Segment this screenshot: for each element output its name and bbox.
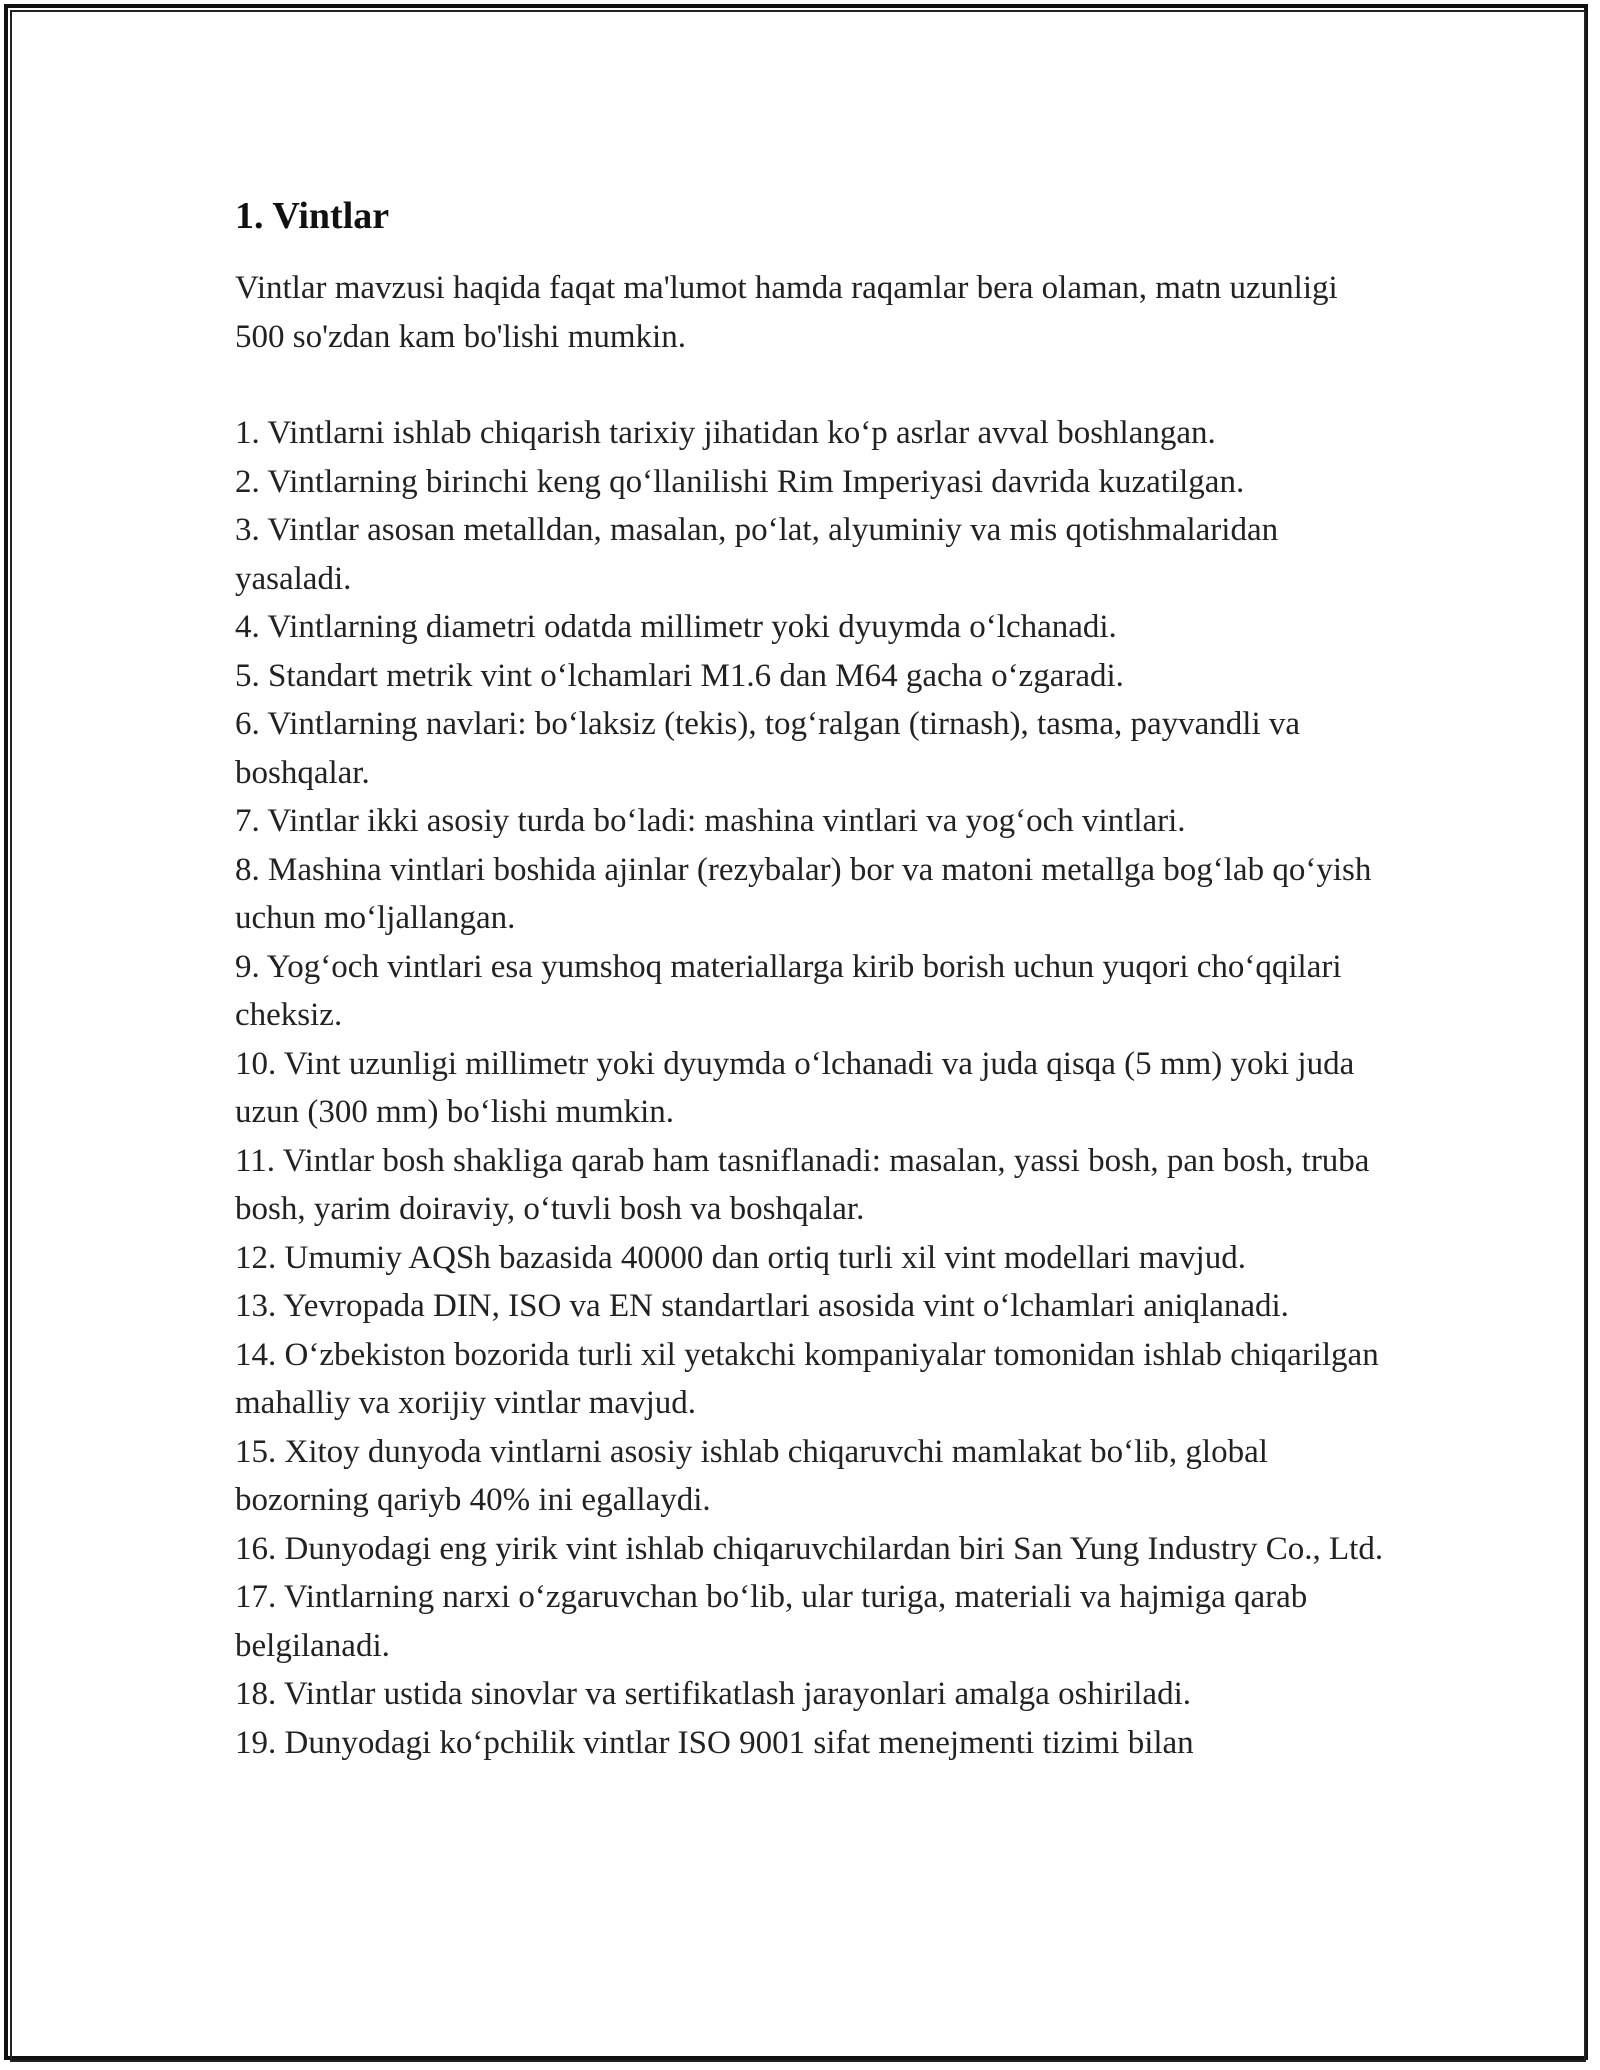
fact-item: 14. O‘zbekiston bozorida turli xil yetakchi kompaniyalar tomonidan ishlab chiqarilgan mahalliy va xorijiy vintlar mavjud.	[235, 1336, 1379, 1421]
fact-item: 17. Vintlarning narxi o‘zgaruvchan bo‘lib, ular turiga, materiali va hajmiga qarab belgilanadi.	[235, 1579, 1308, 1664]
fact-item: 5. Standart metrik vint o‘lchamlari M1.6 dan M64 gacha o‘zgaradi.	[235, 657, 1124, 694]
fact-item: 10. Vint uzunligi millimetr yoki dyuymda o‘lchanadi va juda qisqa (5 mm) yoki juda uzun (300 mm) bo‘lishi mumkin.	[235, 1045, 1355, 1130]
fact-item: 15. Xitoy dunyoda vintlarni asosiy ishlab chiqaruvchi mamlakat bo‘lib, global bozorning qariyb 40% ini egallaydi.	[235, 1433, 1268, 1518]
fact-item: 7. Vintlar ikki asosiy turda bo‘ladi: mashina vintlari va yog‘och vintlari.	[235, 803, 1186, 839]
document-heading: 1. Vintlar	[235, 195, 390, 237]
fact-item: 4. Vintlarning diametri odatda millimetr yoki dyuymda o‘lchanadi.	[235, 609, 1117, 645]
fact-item: 3. Vintlar asosan metalldan, masalan, po‘lat, alyuminiy va mis qotishmalaridan yasaladi.	[235, 512, 1279, 597]
fact-item: 18. Vintlar ustida sinovlar va sertifikatlash jarayonlari amalga oshiriladi.	[235, 1676, 1191, 1712]
document-page	[235, 182, 1385, 1767]
fact-item: 13. Yevropada DIN, ISO va EN standartlari asosida vint o‘lchamlari aniqlanadi.	[235, 1288, 1289, 1324]
fact-item: 12. Umumiy AQSh bazasida 40000 dan ortiq turli xil vint modellari mavjud.	[235, 1239, 1246, 1276]
fact-item: 1. Vintlarni ishlab chiqarish tarixiy jihatidan ko‘p asrlar avval boshlangan.	[235, 415, 1216, 451]
fact-item: 11. Vintlar bosh shakliga qarab ham tasniflanadi: masalan, yassi bosh, pan bosh, truba bosh, yarim doiraviy, o‘tuvli bosh va boshqalar.	[235, 1142, 1370, 1227]
fact-item: 9. Yog‘och vintlari esa yumshoq materiallarga kirib borish uchun yuqori cho‘qqilari cheksiz.	[235, 948, 1342, 1033]
fact-item: 8. Mashina vintlari boshida ajinlar (rezybalar) bor va matoni metallga bog‘lab qo‘yish uchun mo‘ljallangan.	[235, 851, 1372, 936]
intro-paragraph: Vintlar mavzusi haqida faqat ma'lumot hamda raqamlar bera olaman, matn uzunligi 500 so'zdan kam bo'lishi mumkin.	[235, 270, 1338, 355]
fact-item: 19. Dunyodagi ko‘pchilik vintlar ISO 9001 sifat menejmenti tizimi bilan	[235, 1724, 1194, 1761]
fact-item: 2. Vintlarning birinchi keng qo‘llanilishi Rim Imperiyasi davrida kuzatilgan.	[235, 463, 1245, 500]
fact-item: 16. Dunyodagi eng yirik vint ishlab chiqaruvchilardan biri San Yung Industry Co., Ltd.	[235, 1530, 1384, 1567]
fact-item: 6. Vintlarning navlari: bo‘laksiz (tekis), tog‘ralgan (tirnash), tasma, payvandli va boshqalar.	[235, 706, 1301, 791]
fact-list	[235, 409, 1385, 1767]
